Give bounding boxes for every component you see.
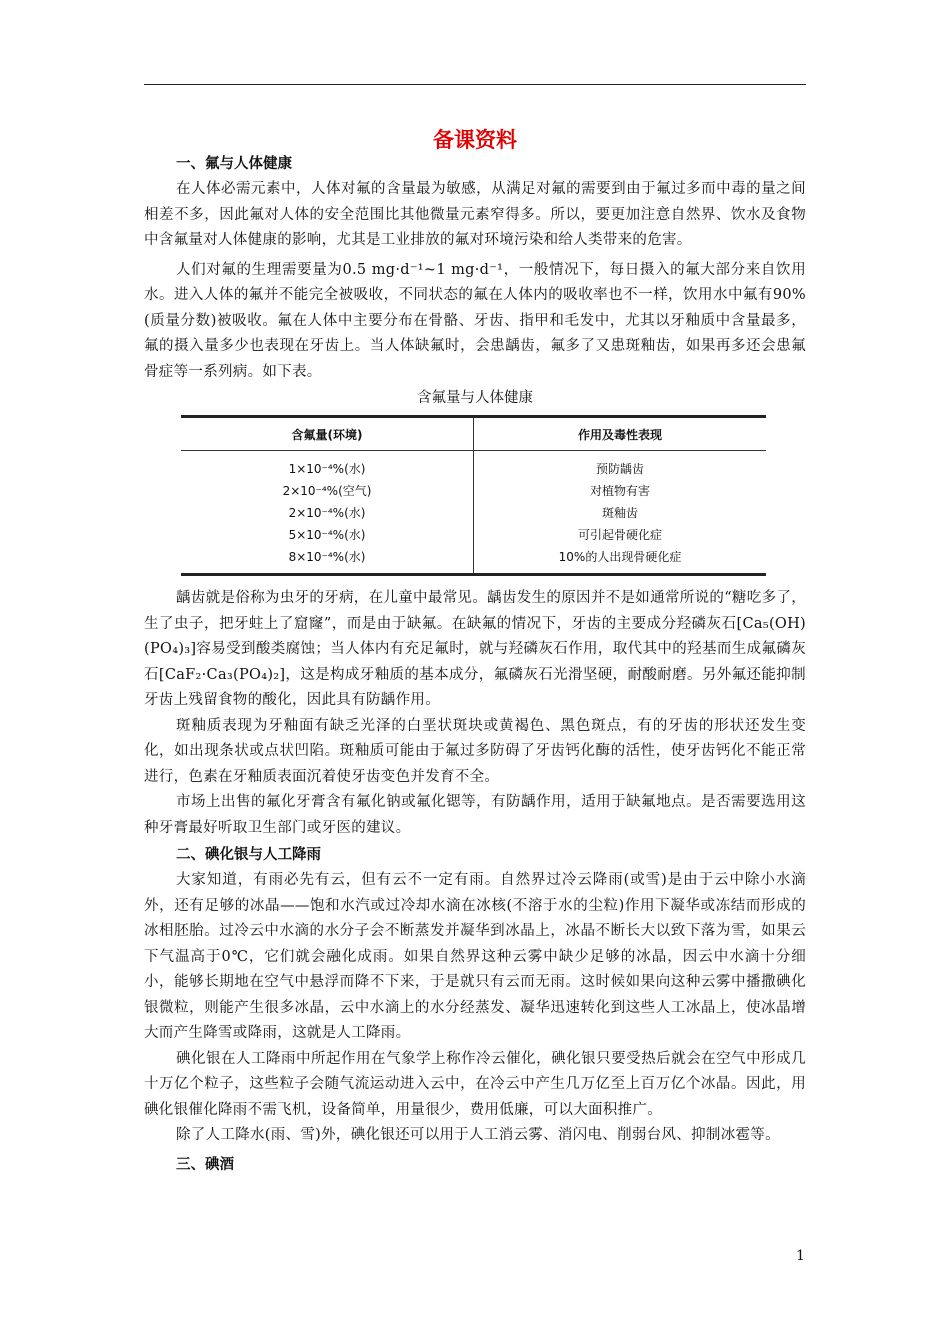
table-cell: 2×10⁻⁴%(空气) [181, 479, 474, 501]
table-header-content: 含氟量(环境) [181, 418, 474, 451]
table-cell: 预防龋齿 [595, 461, 644, 476]
table-cell: 5×10⁻⁴%(水) [181, 523, 474, 545]
paragraph: 除了人工降水(雨、雪)外，碘化银还可以用于人工消云雾、消闪电、削弱台风、抑制冰雹等。 [176, 1127, 780, 1143]
table-cell: 10%的人出现骨硬化症 [558, 549, 682, 564]
table-cell: 可引起骨硬化症 [577, 527, 662, 542]
table-row [181, 479, 766, 501]
table-cell: 2×10⁻⁴%(水) [181, 501, 474, 523]
paragraph: 在人体必需元素中，人体对氟的含量最为敏感，从满足对氟的需要到由于氟过多而中毒的量之间相差不多，因此氟对人体的安全范围比其他微量元素窄得多。所以，要更加注意自然界、饮水及食物中含氟量对人体健康的影响，尤其是工业排放的氟对环境污染和给人类带来的危害。 [144, 181, 806, 248]
table-cell: 对植物有害 [589, 483, 650, 498]
table-header-effect: 作用及毒性表现 [474, 418, 767, 451]
table-row [181, 451, 766, 480]
paragraph: 碘化银在人工降雨中所起作用在气象学上称作冷云催化，碘化银只要受热后就会在空气中形成几十万亿个粒子，这些粒子会随气流运动进入云中，在冷云中产生几万亿至上百万亿个冰晶。因此，用碘化银催化降雨不需飞机，设备简单，用量很少，费用低廉，可以大面积推广。 [144, 1050, 806, 1118]
table-row [181, 523, 766, 545]
header-rule [144, 84, 806, 85]
paragraph: 市场上出售的氟化牙膏含有氟化钠或氟化锶等，有防龋作用，适用于缺氟地点。是否需要选用这种牙膏最好听取卫生部门或牙医的建议。 [144, 794, 806, 836]
table-cell: 1×10⁻⁴%(水) [181, 451, 474, 480]
table-caption: 含氟量与人体健康 [417, 390, 533, 406]
table-cell: 斑釉齿 [601, 505, 638, 520]
page-number: 1 [796, 1248, 805, 1264]
table-row [181, 501, 766, 523]
section-heading-fluorine: 一、氟与人体健康 [176, 156, 292, 172]
paragraph: 龋齿就是俗称为虫牙的牙病，在儿童中最常见。龋齿发生的原因并不是如通常所说的“糖吃多了，生了虫子，把牙蛀上了窟窿”，而是由于缺氟。在缺氟的情况下，牙齿的主要成分羟磷灰石[Ca₅(OH)(PO₄)₃]容易受到酸类腐蚀；当人体内有充足氟时，就与羟磷灰石作用，取代其中的羟基而生成氟磷灰石[CaF₂·Ca₃(PO₄)₂]，这是构成牙釉质的基本成分，氟磷灰石光滑坚硬，耐酸耐磨。另外氟还能抑制牙齿上残留食物的酸化，因此具有防龋作用。 [144, 590, 806, 708]
paragraph: 斑釉质表现为牙釉面有缺乏光泽的白垩状斑块或黄褐色、黑色斑点，有的牙齿的形状还发生变化，如出现条状或点状凹陷。斑釉质可能由于氟过多防碍了牙齿钙化酶的活性，使牙齿钙化不能正常进行，色素在牙釉质表面沉着使牙齿变色并发育不全。 [144, 717, 806, 785]
paragraph: 大家知道，有雨必先有云，但有云不一定有雨。自然界过冷云降雨(或雪)是由于云中除小水滴外，还有足够的冰晶——饱和水汽或过冷却水滴在冰核(不溶于水的尘粒)作用下凝华或冻结而形成的冰相胚胎。过冷云中水滴的水分子会不断蒸发并凝华到冰晶上，冰晶不断长大以致下落为雪，如果云下气温高于0℃，它们就会融化成雨。如果自然界这种云雾中缺少足够的冰晶，因云中水滴十分细小，能够长期地在空气中悬浮而降不下来，于是就只有云而无雨。这时候如果向这种云雾中播撒碘化银微粒，则能产生很多冰晶，云中水滴上的水分经蒸发、凝华迅速转化到这些人工冰晶上，使冰晶增大而产生降雪或降雨，这就是人工降雨。 [144, 872, 806, 1041]
document-body [144, 152, 806, 1178]
section-heading-silver-iodide: 二、碘化银与人工降雨 [176, 847, 321, 863]
table-cell: 8×10⁻⁴%(水) [181, 545, 474, 573]
section-heading-iodine-tincture: 三、碘酒 [176, 1156, 234, 1173]
paragraph: 人们对氟的生理需要量为0.5 mg·d⁻¹~1 mg·d⁻¹，一般情况下，每日摄入的氟大部分来自饮用水。进入人体的氟并不能完全被吸收，不同状态的氟在人体内的吸收率也不一样，饮用水中氟有90%(质量分数)被吸收。氟在人体中主要分布在骨骼、牙齿、指甲和毛发中，尤其以牙釉质中含量最多，氟的摄入量多少也表现在牙齿上。当人体缺氟时，会患龋齿，氟多了又患斑釉齿，如果再多还会患氟骨症等一系列病。如下表。 [144, 261, 806, 380]
page-title: 备课资料 [433, 128, 517, 152]
fluorine-table [181, 415, 766, 576]
table-row [181, 545, 766, 573]
